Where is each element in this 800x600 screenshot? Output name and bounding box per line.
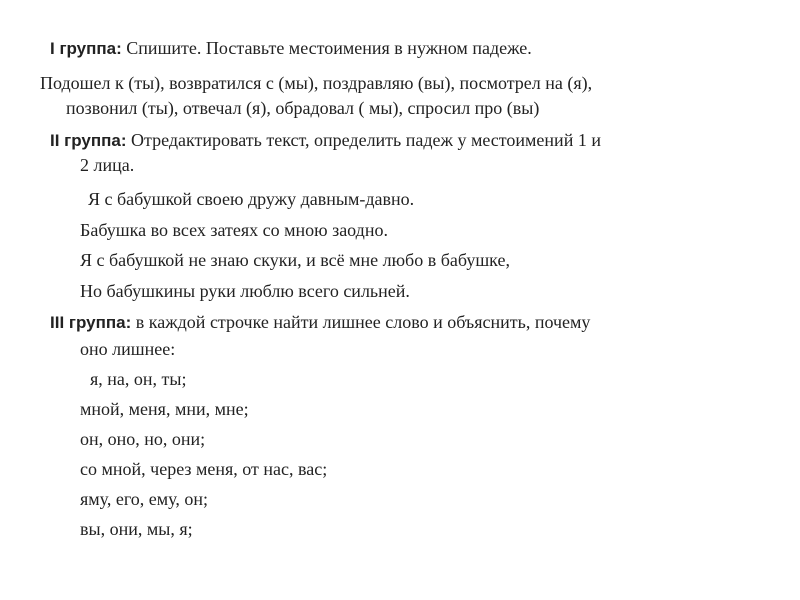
poem-line: Бабушка во всех затеях со мною заодно.: [80, 220, 388, 240]
exercise-row: со мной, через меня, от нас, вас;: [80, 459, 328, 479]
exercise-row: яму, его, ему, он;: [80, 489, 209, 509]
group3-instruction-line2: оно лишнее:: [80, 339, 176, 359]
group2-instruction-line2: 2 лица.: [80, 155, 135, 175]
group2-heading: [50, 129, 601, 152]
exercise-row: мной, меня, мни, мне;: [80, 399, 249, 419]
group1-heading: [50, 37, 532, 60]
group3-label: III группа:: [50, 313, 132, 332]
group2-instruction-line1: Отредактировать текст, определить падеж у местоимений 1 и: [131, 130, 601, 150]
exercise-row: вы, они, мы, я;: [80, 519, 193, 539]
exercise-row: он, оно, но, они;: [80, 429, 206, 449]
group2-label: II группа:: [50, 131, 127, 150]
group1-text-line1: Подошел к (ты), возвратился с (мы), поздравляю (вы), посмотрел на (я),: [40, 73, 593, 93]
poem-line: Я с бабушкой своею дружу давным-давно.: [88, 189, 415, 209]
group1-label: I группа:: [50, 39, 122, 58]
group3-heading: [50, 311, 590, 334]
poem-line: Но бабушкины руки люблю всего сильней.: [80, 281, 410, 301]
group1-text-line2: позвонил (ты), отвечал (я), обрадовал ( мы), спросил про (вы): [66, 98, 540, 118]
exercise-row: я, на, он, ты;: [90, 369, 187, 389]
group1-instruction: Спишите. Поставьте местоимения в нужном падеже.: [126, 38, 532, 58]
poem-line: Я с бабушкой не знаю скуки, и всё мне любо в бабушке,: [80, 250, 510, 270]
group3-instruction-line1: в каждой строчке найти лишнее слово и объяснить, почему: [135, 312, 591, 332]
